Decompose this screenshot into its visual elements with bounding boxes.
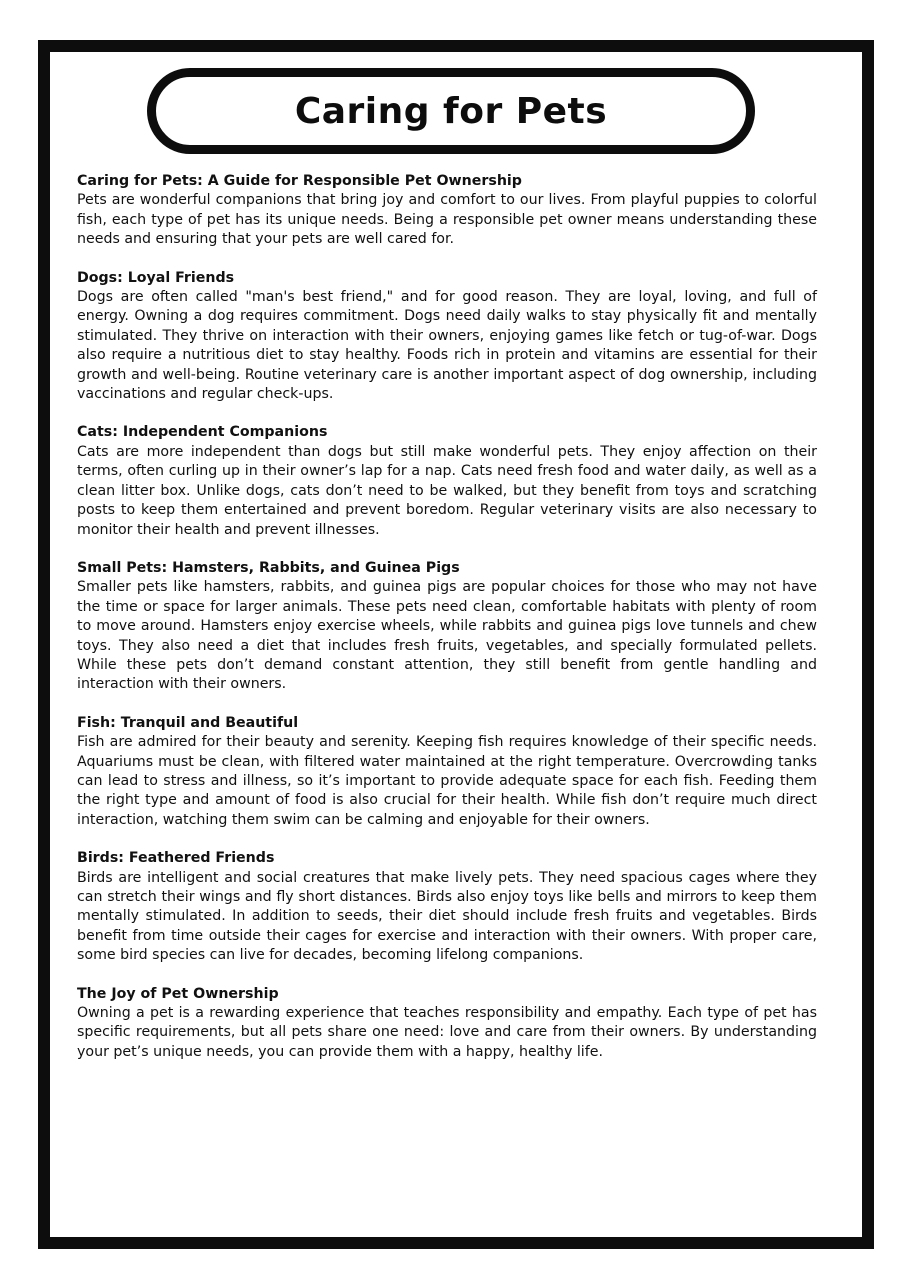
section-heading: Small Pets: Hamsters, Rabbits, and Guinea Pigs [77, 559, 460, 576]
section-cats [77, 423, 817, 539]
section-paragraph: Birds are intelligent and social creatures that make lively pets. They need spacious cages where they can stretch their wings and fly short distances. Birds also enjoy toys like bells and mirrors to keep them mentally stimulated. In addition to seeds, their diet should include fresh fruits and vegetables. Birds benefit from time outside their cages for exercise and interaction with their owners. With proper care, some bird species can live for decades, becoming lifelong companions. [77, 869, 817, 964]
section-heading: Caring for Pets: A Guide for Responsible Pet Ownership [77, 173, 522, 189]
section-paragraph: Fish are admired for their beauty and serenity. Keeping fish requires knowledge of their specific needs. Aquariums must be clean, with filtered water maintained at the right temperature. Overcrowding tanks can lead to stress and illness, so it’s important to provide adequate space for each fish. Feeding them the right type and amount of food is also crucial for their health. While fish don’t require much direct interaction, watching them swim can be calming and enjoyable for their owners. [77, 734, 817, 828]
section-heading: Fish: Tranquil and Beautiful [77, 714, 299, 731]
title-banner [147, 68, 755, 154]
section-heading: Dogs: Loyal Friends [77, 269, 235, 286]
section-dogs [77, 269, 817, 405]
section-heading: The Joy of Pet Ownership [77, 985, 279, 1002]
section-fish [77, 714, 817, 830]
section-paragraph: Cats are more independent than dogs but still make wonderful pets. They enjoy affection on their terms, often curling up in their owner’s lap for a nap. Cats need fresh food and water daily, as well as a clean litter box. Unlike dogs, cats don’t need to be walked, but they benefit from toys and scratching posts to keep them entertained and prevent boredom. Regular veterinary visits are also necessary to monitor their health and prevent illnesses. [77, 443, 817, 538]
document-body [77, 172, 817, 1081]
page-title: Caring for Pets [294, 90, 608, 132]
section-paragraph: Smaller pets like hamsters, rabbits, and guinea pigs are popular choices for those who may not have the time or space for larger animals. These pets need clean, comfortable habitats with plenty of room to move around. Hamsters enjoy exercise wheels, while rabbits and guinea pigs love tunnels and chew toys. They also need a diet that includes fresh fruits, vegetables, and specially formulated pellets. While these pets don’t demand constant attention, they still benefit from gentle handling and interaction with their owners. [77, 579, 817, 693]
section-paragraph: Owning a pet is a rewarding experience that teaches responsibility and empathy. Each type of pet has specific requirements, but all pets share one need: love and care from their owners. By understanding your pet’s unique needs, you can provide them with a happy, healthy life. [77, 1005, 817, 1060]
section-heading: Cats: Independent Companions [77, 424, 328, 441]
section-intro [77, 172, 817, 250]
section-paragraph: Dogs are often called "man's best friend," and for good reason. They are loyal, loving, and full of energy. Owning a dog requires commitment. Dogs need daily walks to stay physically fit and mentally stimulated. They thrive on interaction with their owners, enjoying games like fetch or tug-of-war. Dogs also require a nutritious diet to stay healthy. Foods rich in protein and vitamins are essential for their growth and well-being. Routine veterinary care is another important aspect of dog ownership, including vaccinations and regular check-ups. [77, 289, 817, 403]
section-small-pets [77, 559, 817, 695]
section-heading: Birds: Feathered Friends [77, 850, 275, 867]
section-joy [77, 985, 817, 1063]
section-birds [77, 849, 817, 965]
section-paragraph: Pets are wonderful companions that bring joy and comfort to our lives. From playful puppies to colorful fish, each type of pet has its unique needs. Being a responsible pet owner means understanding these needs and ensuring that your pets are well cared for. [77, 192, 817, 248]
